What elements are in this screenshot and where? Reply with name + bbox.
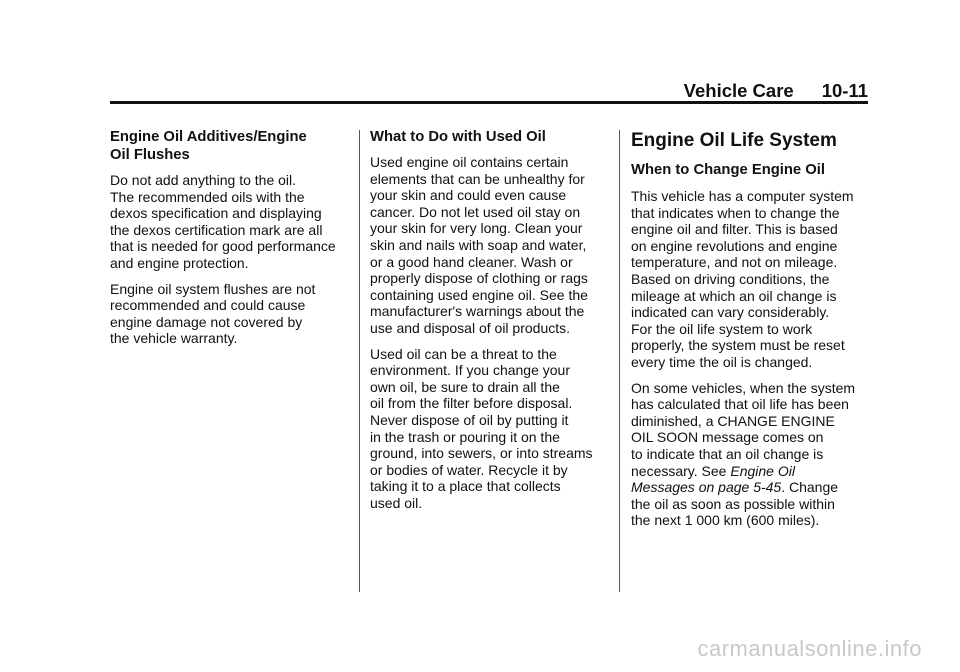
- when-to-change-heading: When to Change Engine Oil: [631, 162, 825, 178]
- watermark: carmanualsonline.info: [697, 636, 922, 661]
- cross-reference-line: necessary. See Engine Oil: [631, 462, 795, 479]
- page-number: 10-11: [821, 80, 868, 101]
- header-rule: [110, 101, 868, 104]
- additives-paragraph: Do not add anything to the oil. The recommended oils with the dexos specification and displaying the dexos certification mark are all that is needed for good performance and engine protection.: [110, 172, 336, 271]
- used-oil-paragraph-1: Used engine oil contains certain elements that can be unhealthy for your skin and could even cause cancer. Do not let used oil stay on your skin for very long. Clean your skin and nails with soap and water, or a good hand cleaner. Wash or properly dispose of clothing or rags containing used engine oil. See the manufacturer's warnings about the use and disposal of oil products.: [370, 154, 588, 336]
- oil-life-paragraph-2: On some vehicles, when the system has calculated that oil life has been diminished, a CHANGE ENGINE OIL SOON message comes on to indicate that an oil change is necessary. See Engine Oil Messages on page 5-45. Change the oil as soon as possible within the next 1 000 km (600 miles).: [631, 380, 881, 529]
- column-2: [370, 128, 614, 520]
- flushes-paragraph: Engine oil system flushes are not recommended and could cause engine damage not covered by the vehicle warranty.: [110, 280, 316, 347]
- oil-life-paragraph-1: This vehicle has a computer system that indicates when to change the engine oil and filter. This is based on engine revolutions and engine temperature, and not on mileage. Based on driving conditions, the mileage at which an oil change is indicated can vary considerably. For the oil life system to work properly, the system must be reset every time the oil is changed.: [631, 188, 854, 370]
- used-oil-paragraph-2: Used oil can be a threat to the environment. If you change your own oil, be sure to drain all the oil from the filter before disposal. Never dispose of oil by putting it in the trash or pouring it on the ground, into sewers, or into streams or bodies of water. Recycle it by taking it to a place that collects used oil.: [370, 345, 593, 511]
- column-divider-1: [359, 130, 360, 592]
- used-oil-heading: What to Do with Used Oil: [370, 129, 546, 145]
- cross-reference-link-cont[interactable]: Messages on page 5-45: [631, 479, 782, 496]
- oil-life-system-title: Engine Oil Life System: [631, 130, 837, 151]
- page-header: [684, 80, 868, 102]
- cross-reference-link[interactable]: Engine Oil: [730, 462, 795, 479]
- column-3: [631, 128, 881, 538]
- column-1: [110, 128, 352, 356]
- additives-heading: Engine Oil Additives/Engine Oil Flushes: [110, 129, 307, 163]
- column-divider-2: [619, 130, 620, 592]
- section-title: Vehicle Care: [683, 80, 794, 101]
